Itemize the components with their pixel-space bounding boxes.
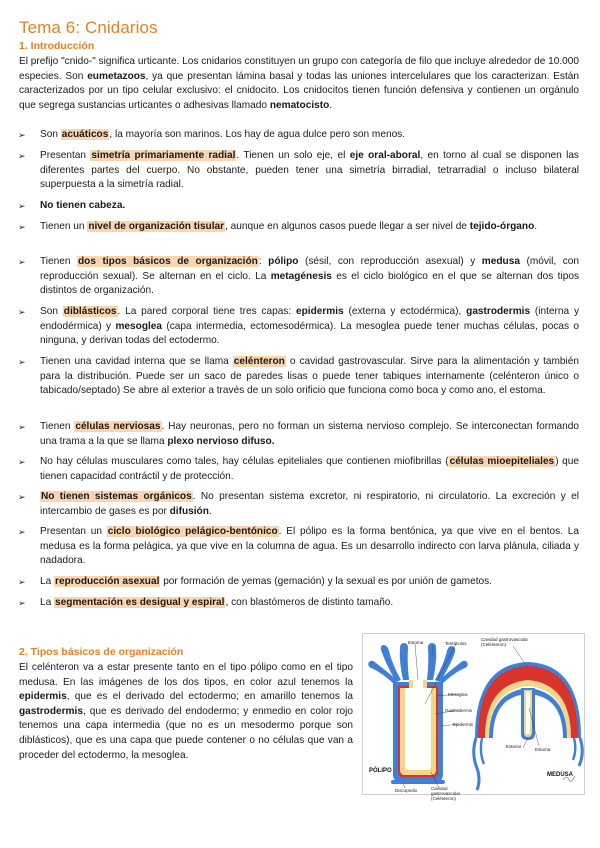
highlight: simetría primariamente radial <box>91 150 236 161</box>
arrow-bullet-icon: ➢ <box>18 307 26 317</box>
list-item: ➢ Tienen un nivel de organización tisular, aunque en algunos casos puede llegar a ser nivel de tejido-órgano. <box>40 220 579 235</box>
label-gastrodermis: Gastrodermis <box>445 708 473 713</box>
label-medusa: MEDUSA <box>547 772 574 778</box>
label-discopedio: Discopedio <box>395 788 418 793</box>
list-item: ➢ Tienen células nerviosas. Hay neuronas, pero no forman un sistema nervioso complejo. Se interconectan formando una trama a la que se llama plexo nervioso difuso. <box>18 421 579 447</box>
list-item: ➢ No hay células musculares como tales, hay células epiteliales que contienen miofibrillas (células mioepiteliales) que tienen capacidad contráctil y de protección. <box>18 456 579 482</box>
highlight: No tienen sistemas orgánicos <box>41 491 192 502</box>
highlight: segmentación es desigual y espiral <box>55 597 225 608</box>
label-estoma: Estoma <box>408 640 424 645</box>
highlight: celénteron <box>233 356 285 367</box>
highlight: diblásticos <box>63 306 117 317</box>
page-title: Tema 6: Cnidarios <box>19 18 158 37</box>
arrow-bullet-icon: ➢ <box>18 257 26 267</box>
arrow-bullet-icon: ➢ <box>18 357 26 367</box>
arrow-bullet-icon: ➢ <box>18 422 26 432</box>
highlight: reproducción asexual <box>55 576 160 587</box>
label-cavidad-bottom: Cavidad gastrovascular (Celénteron) <box>431 786 461 801</box>
highlight: nivel de organización tisular <box>88 221 225 232</box>
label-epidermis: Epidermis <box>453 722 474 727</box>
arrow-bullet-icon: ➢ <box>18 222 26 232</box>
intro-text-1: El prefijo "cnido-" significa urticante. Los cnidarios constituyen un grupo con categoría de filo que incluye alrededor de 10.000 especies. Son <box>19 56 579 82</box>
label-tentaculos: Tentáculos <box>445 641 467 646</box>
arrow-bullet-icon: ➢ <box>18 577 26 587</box>
intro-paragraph <box>19 55 579 113</box>
list-item: ➢ Presentan un ciclo biológico pelágico-bentónico. El pólipo es la forma bentónica, ya que vive en el bentos. La medusa es la forma pelágica, ya que vive en la columna de agua. Es un desarrollo indirecto con larva plánula, ciliada y nadadora. <box>18 526 579 567</box>
highlight: células mioepiteliales <box>449 456 555 467</box>
polyp-medusa-illustration <box>363 634 584 794</box>
term-nematocisto: nematocisto <box>269 99 330 111</box>
intro-text-2: , ya que presentan lámina basal y todas las uniones intercelulares que los caracterizan. Están caracterizados por un tipo celular exclusivo: el cnidocito. Los cnidocitos tienen función defensiva y contienen un orgánulo que segrega sustancias urticantes o adhesivas llamado <box>19 70 579 111</box>
list-item: ➢ Tienen dos tipos básicos de organización: pólipo (sésil, con reproducción asexual) y medusa (móvil, con reproducción sexual). Se alternan en el ciclo. La metagénesis es el ciclo biológico en el que se alternan dos tipos distintos de organización. <box>18 256 580 297</box>
medusa-drawing <box>474 646 583 790</box>
list-item: ➢ No tienen sistemas orgánicos. No presentan sistema excretor, ni respiratorio, ni circulatorio. La excreción y el intercambio de gases es por difusión. <box>18 491 579 517</box>
polyp-drawing <box>368 642 467 788</box>
list-item: ➢ La segmentación es desigual y espiral, con blastómeros de distinto tamaño. <box>40 596 579 611</box>
label-cavidad-top: Cavidad gastrovascular (Celénteron) <box>481 637 529 647</box>
list-item: ➢ Son diblásticos. La pared corporal tiene tres capas: epidermis (externa y ectodérmica), gastrodermis (interna y endodérmica) y mesoglea (capa intermedia, ectomesodérmica). La mesoglea puede tener muchas células, pocas o ninguna, y derivan todas del ectodermo. <box>18 306 580 347</box>
list-item: ➢ La reproducción asexual por formación de yemas (gemación) y la sexual es por unión de gametos. <box>40 575 579 590</box>
arrow-bullet-icon: ➢ <box>18 492 26 502</box>
arrow-bullet-icon: ➢ <box>18 598 26 608</box>
polyp-medusa-figure <box>362 633 585 801</box>
list-item: ➢ No tienen cabeza. <box>40 199 579 214</box>
highlight: ciclo biológico pelágico-bentónico <box>107 526 278 537</box>
highlight: células nerviosas <box>75 421 161 432</box>
highlight: dos tipos básicos de organización <box>78 256 258 267</box>
label-estoma-medusa: Estoma <box>535 747 551 752</box>
arrow-bullet-icon: ➢ <box>18 201 26 211</box>
list-item: ➢ Presentan simetría primariamente radial. Tienen un solo eje, el eje oral-aboral, en torno al cual se disponen las diferentes partes del cuerpo. No obstante, pueden tener una simetría birradial, tetrarradial o incluso bilateral superpuesta a la simetría radial. <box>18 150 579 191</box>
list-item: ➢ Tienen una cavidad interna que se llama celénteron o cavidad gastrovascular. Sirve para la alimentación y también para la distribución. Puede ser un saco de paredes lisas o puede tener tabiques internamente (celénteron único o tabicado/septado) Se abre al exterior a través de un solo orificio que funciona como boca y como ano, el estoma. <box>18 356 579 397</box>
term-eumetazoos: eumetazoos <box>87 70 146 82</box>
label-polipo: PÓLIPO <box>369 768 392 774</box>
section-heading-tipos: 2. Tipos básicos de organización <box>19 646 184 658</box>
intro-text-3: . <box>329 99 333 111</box>
highlight: acuáticos <box>61 129 109 140</box>
arrow-bullet-icon: ➢ <box>18 130 26 140</box>
label-mesoglea: Mesoglea <box>448 692 468 697</box>
section-heading-introduccion: 1. Introducción <box>19 40 95 52</box>
label-exterior: Exterior <box>506 744 522 749</box>
list-item: ➢ Son acuáticos, la mayoría son marinos. Los hay de agua dulce pero son menos. <box>40 128 579 143</box>
section2-paragraph: El celénteron va a estar presente tanto en el tipo pólipo como en el tipo medusa. En las imágenes de los dos tipos, en color azul tenemos la epidermis, que es el derivado del ectodermo; en amarillo tenemos la gastrodermis, que es derivado del endodermo; y enmedio en color rojo tenemos una capa intermedia (que no es un mesodermo porque son diblásticos), que es una capa que puede contener o no células que van a proceder del ectodermo, la mesoglea. <box>19 662 353 761</box>
arrow-bullet-icon: ➢ <box>18 457 26 467</box>
arrow-bullet-icon: ➢ <box>18 151 26 161</box>
arrow-bullet-icon: ➢ <box>18 527 26 537</box>
